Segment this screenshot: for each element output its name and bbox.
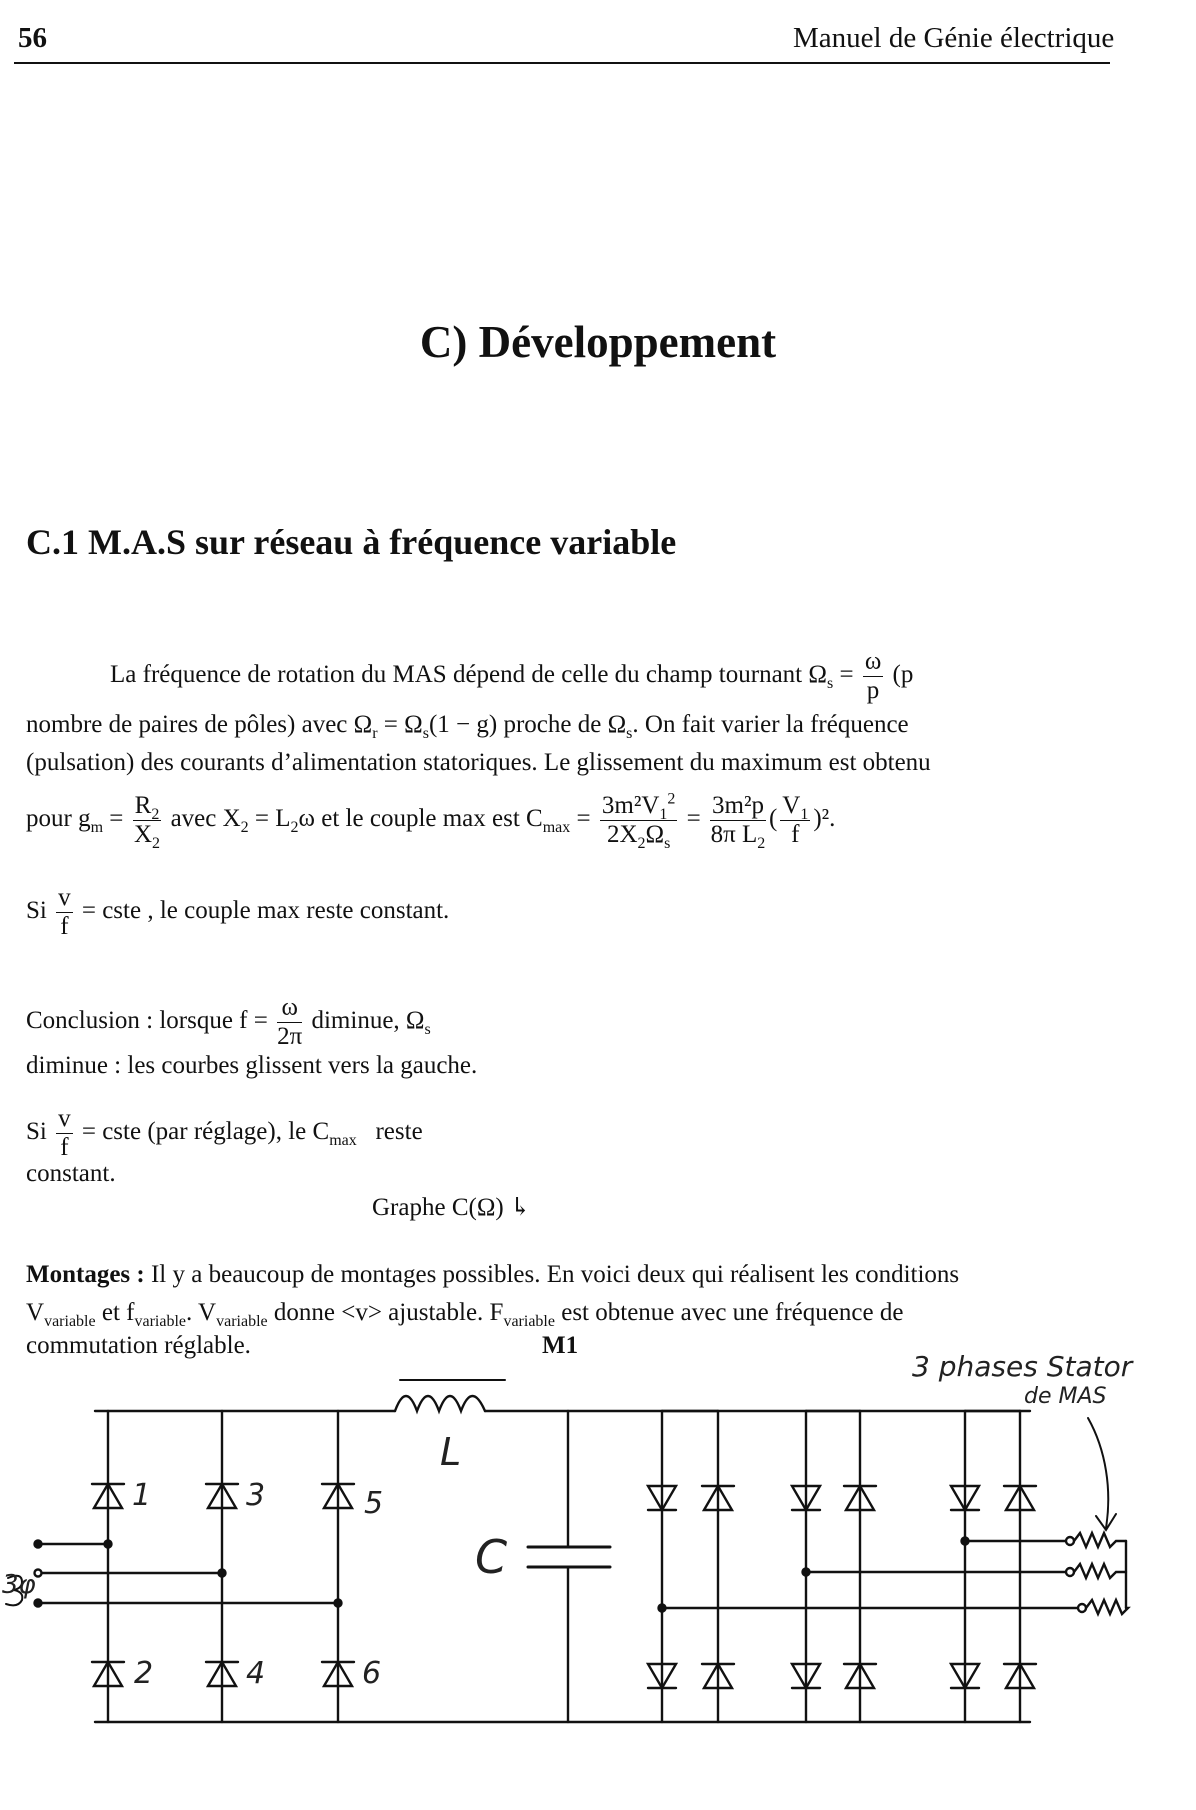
cmax-fraction-1: $\frac{3m^2V_1^2}{2X_2\Omega_s}$ xyxy=(601,790,676,852)
conclusion-line-3: Si $\frac{v}{f}$ = cste (par réglage), le $C_{max}$ reste xyxy=(26,1105,423,1161)
inductor-label: L xyxy=(440,1430,462,1474)
rectifier-bridge xyxy=(35,1411,355,1722)
page-number: 56 xyxy=(18,22,47,54)
stator-note-line-1: 3 phases Stator xyxy=(912,1350,1133,1383)
omega-over-2pi: $\frac{\omega}{2\pi}$ xyxy=(277,994,303,1050)
diode-label-6: 6 xyxy=(362,1656,382,1691)
omega-over-p: $\frac{\omega}{p}$ xyxy=(864,648,882,704)
running-title: Manuel de Génie électrique xyxy=(793,22,1115,54)
graphe-caption: Graphe C(Ω) ↳ xyxy=(372,1194,531,1221)
diode-label-4: 4 xyxy=(246,1656,266,1691)
inverter-bridge xyxy=(648,1411,1080,1722)
stator-note-line-2: de MAS xyxy=(1024,1384,1107,1409)
v1-over-f: $\frac{V_1}{f}$ xyxy=(782,792,809,848)
capacitor xyxy=(528,1411,610,1722)
si-line: Si $\frac{v}{f}$ = cste , le couple max reste constant. xyxy=(26,884,450,940)
chapter-title: C) Développement xyxy=(419,317,777,367)
intro-line-3: (pulsation) des courants d’alimentation statoriques. Le glissement du maximum est obtenu xyxy=(26,749,931,776)
v-over-f-2: $\frac{v}{f}$ xyxy=(58,1105,71,1161)
conclusion-line-2: diminue : les courbes glissent vers la gauche. xyxy=(26,1052,478,1079)
montages-line-2: $V_{variable}$ et $f_{variable}$. $V_{variable}$ donne <v> ajustable. $F_{variable}$ est obtenue avec une fréquence de xyxy=(26,1299,904,1330)
v-over-f: $\frac{v}{f}$ xyxy=(58,884,71,940)
formula-line: pour $g_m$ = $\frac{R_2}{X_2}$ avec $X_2 = L_2\omega$ et le couple max est $C_{max}$ = $\frac{3m^2V_1^2}{2X_2\Omega_s}$ = $\frac{\text{3m²p}}{8\pi L_2}$ ( $\frac{V_1}{f}$ )². xyxy=(26,790,836,852)
diode-label-3: 3 xyxy=(246,1478,266,1513)
capacitor-label: C xyxy=(475,1530,508,1584)
inductor xyxy=(395,1396,485,1411)
montage-m1-label: M1 xyxy=(542,1332,579,1359)
input-label: 3φ xyxy=(2,1570,36,1600)
cmax-fraction-2: $\frac{\text{3m²p}}{8\pi L_2}$ xyxy=(710,792,766,852)
diode-label-2: 2 xyxy=(134,1656,154,1691)
intro-line-1: La fréquence de rotation du MAS dépend de celle du champ tournant $\Omega_s$ = $\frac{\omega}{p}$ (p xyxy=(110,648,914,704)
stator-windings xyxy=(1066,1533,1128,1614)
intro-line-2: nombre de paires de pôles) avec $\Omega_r = \Omega_s(1 - g)$ proche de $\Omega_s$. On fait varier la fréquence xyxy=(26,711,909,742)
conclusion-line-1: Conclusion : lorsque f = $\frac{\omega}{2\pi}$ diminue, $\Omega_s$ xyxy=(26,994,431,1050)
diode-label-1: 1 xyxy=(132,1478,152,1513)
conclusion-line-4: constant. xyxy=(26,1160,116,1187)
r2-over-x2: $\frac{R_2}{X_2}$ xyxy=(133,792,161,852)
section-title: C.1 M.A.S sur réseau à fréquence variable xyxy=(26,522,677,562)
montages-line-3: commutation réglable. xyxy=(26,1332,251,1359)
diode-label-5: 5 xyxy=(364,1486,384,1521)
montages-line-1: Montages : Il y a beaucoup de montages possibles. En voici deux qui réalisent les conditions xyxy=(26,1261,960,1288)
